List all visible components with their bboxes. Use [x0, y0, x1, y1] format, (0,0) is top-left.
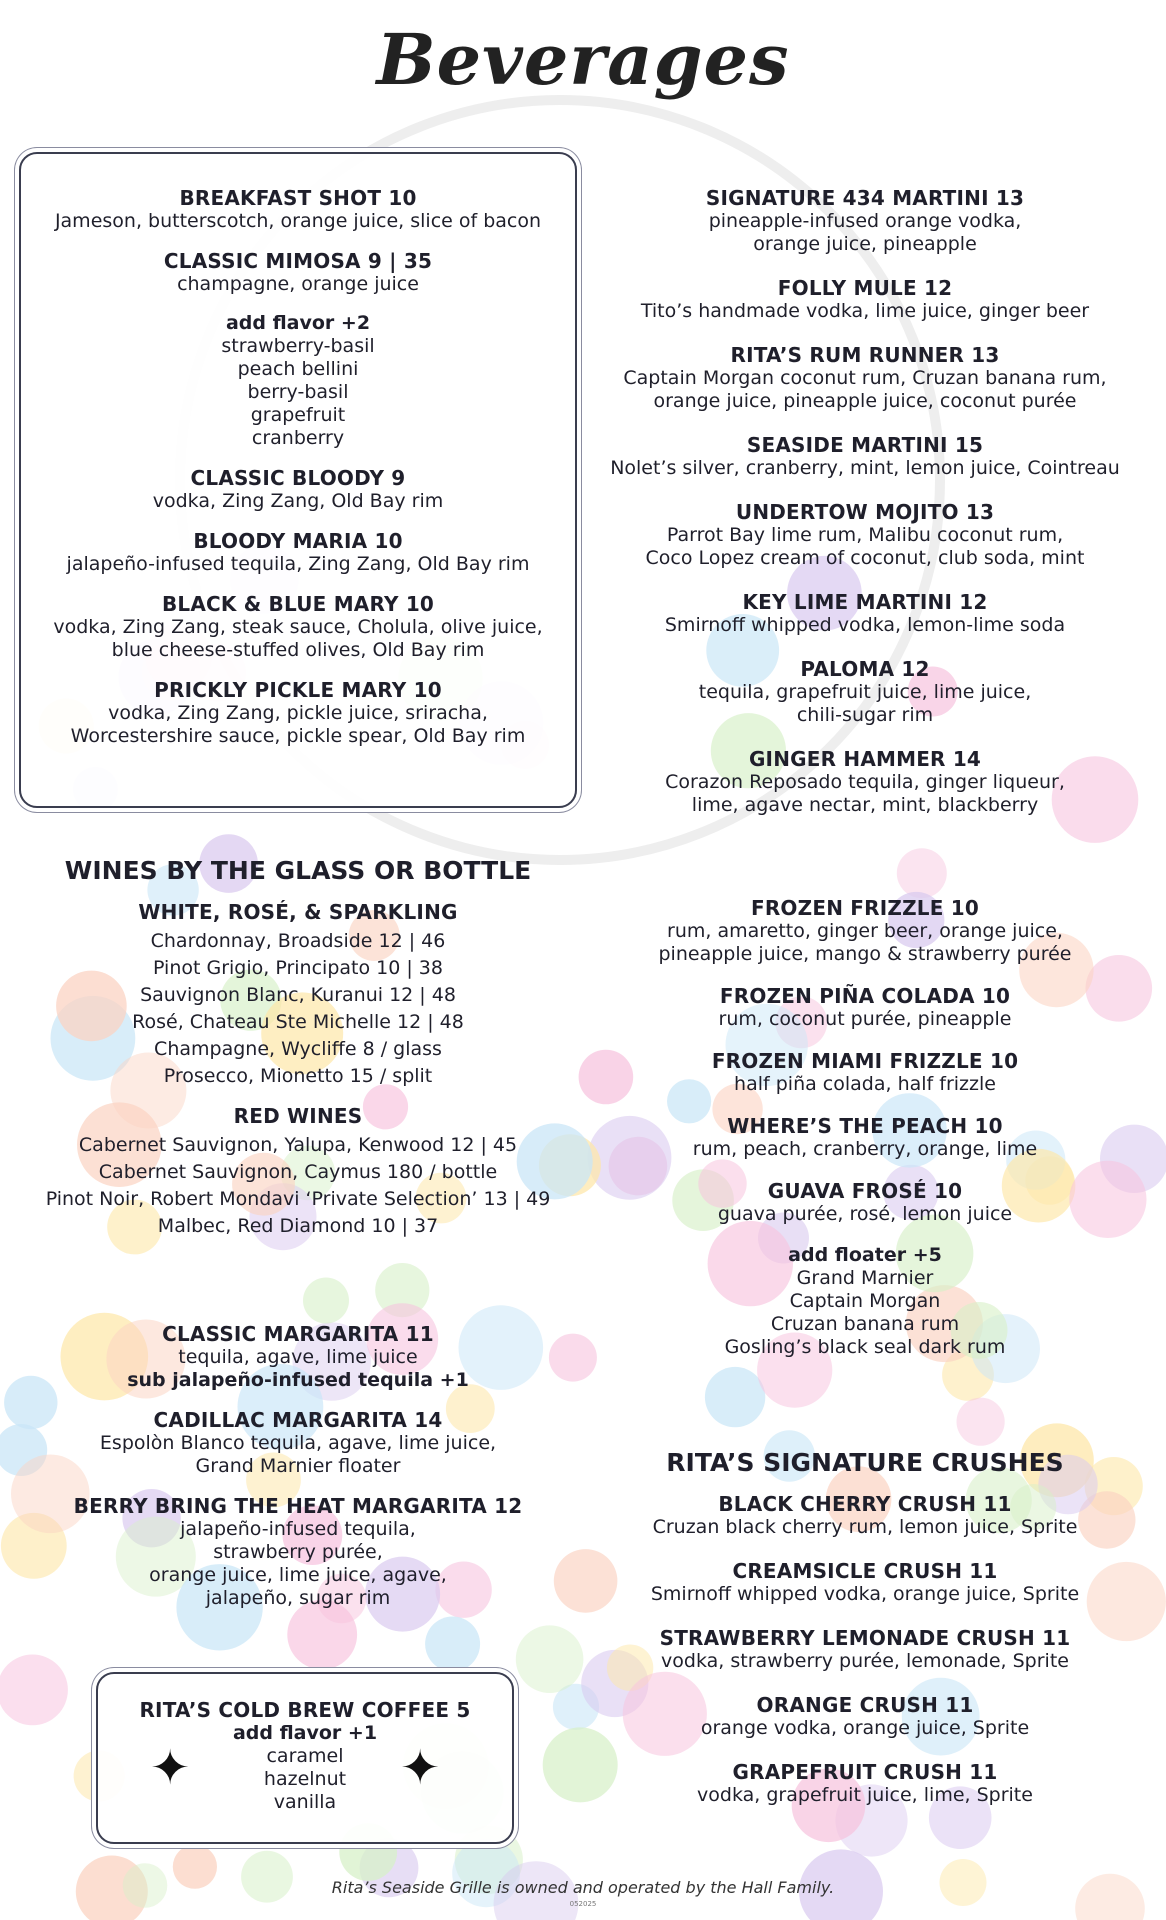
item-description: vodka, Zing Zang, steak sauce, Cholula, olive juice, — [53, 616, 543, 638]
item-description: pineapple juice, mango & strawberry purée — [658, 943, 1072, 965]
item-description: Nolet’s silver, cranberry, mint, lemon juice, Cointreau — [610, 457, 1120, 479]
item-name: KEY LIME MARTINI 12 — [742, 590, 988, 614]
wines-heading: WINES BY THE GLASS OR BOTTLE — [64, 856, 532, 885]
item-name: PALOMA 12 — [800, 657, 930, 681]
item-description: Captain Morgan coconut rum, Cruzan banana rum, — [623, 367, 1107, 389]
item-description: Corazon Reposado tequila, ginger liqueur, — [665, 771, 1065, 793]
menu-item — [20, 1408, 576, 1478]
confetti-dot — [0, 1655, 68, 1726]
menu-item — [21, 312, 575, 450]
confetti-dot — [897, 848, 947, 898]
item-description: vodka, grapefruit juice, lime, Sprite — [697, 1784, 1033, 1806]
menu-item — [600, 1244, 1130, 1359]
item-description: peach bellini — [237, 358, 359, 380]
margarita-list — [20, 1322, 576, 1626]
menu-item — [600, 276, 1130, 323]
item-description: Captain Morgan — [789, 1290, 941, 1312]
confetti-dot — [303, 1278, 349, 1324]
item-description: tequila, agave, lime juice — [178, 1346, 418, 1368]
coffee-flavor: hazelnut — [263, 1768, 347, 1790]
menu-item — [21, 678, 575, 748]
coffee-flavor: vanilla — [273, 1791, 337, 1813]
item-name: UNDERTOW MOJITO 13 — [735, 500, 995, 524]
item-description: orange juice, pineapple juice, coconut purée — [653, 390, 1077, 412]
item-description: Gosling’s black seal dark rum — [724, 1336, 1006, 1358]
menu-item — [600, 1179, 1130, 1226]
item-name: FROZEN MIAMI FRIZZLE 10 — [711, 1049, 1019, 1073]
cold-brew-box — [96, 1672, 514, 1844]
cold-brew-sub: add flavor +1 — [232, 1722, 378, 1744]
cocktail-list — [600, 186, 1130, 837]
item-description: Espolòn Blanco tequila, agave, lime juice, — [99, 1432, 497, 1454]
item-name: ORANGE CRUSH 11 — [756, 1693, 974, 1717]
item-description: vodka, strawberry purée, lemonade, Sprite — [661, 1650, 1069, 1672]
wines-section — [20, 856, 576, 1240]
menu-item — [600, 984, 1130, 1031]
wine-entry: Champagne, Wycliffe 8 / glass — [154, 1038, 442, 1060]
wine-entry: Cabernet Sauvignon, Caymus 180 / bottle — [98, 1161, 498, 1183]
menu-item — [600, 1626, 1130, 1673]
item-name: CREAMSICLE CRUSH 11 — [732, 1559, 998, 1583]
item-description: half piña colada, half frizzle — [734, 1073, 996, 1095]
item-description: grapefruit — [250, 404, 346, 426]
item-name: BREAKFAST SHOT 10 — [179, 186, 417, 210]
item-description: vodka, Zing Zang, Old Bay rim — [152, 490, 444, 512]
item-description: cranberry — [251, 427, 345, 449]
item-description: tequila, grapefruit juice, lime juice, — [698, 681, 1032, 703]
item-description: strawberry purée, — [213, 1541, 383, 1563]
menu-item — [600, 1559, 1130, 1606]
confetti-dot — [957, 1398, 1005, 1446]
item-name: BLOODY MARIA 10 — [193, 529, 403, 553]
menu-item — [20, 1494, 576, 1610]
item-substitution: sub jalapeño-infused tequila +1 — [127, 1369, 469, 1391]
add-on-label: add flavor +2 — [225, 312, 371, 334]
crushes-section — [600, 1448, 1130, 1827]
item-description: chili-sugar rim — [796, 704, 934, 726]
item-name: GRAPEFRUIT CRUSH 11 — [732, 1760, 998, 1784]
menu-item — [600, 1049, 1130, 1096]
item-name: CADILLAC MARGARITA 14 — [153, 1408, 443, 1432]
item-description: Jameson, butterscotch, orange juice, slice of bacon — [54, 210, 542, 232]
item-description: pineapple-infused orange vodka, — [708, 210, 1022, 232]
frozen-list — [600, 896, 1130, 1377]
page-title: Beverages — [376, 18, 790, 101]
item-description: rum, coconut purée, pineapple — [718, 1008, 1012, 1030]
item-description: Grand Marnier floater — [195, 1455, 401, 1477]
menu-item — [21, 466, 575, 513]
item-name: WHERE’S THE PEACH 10 — [727, 1114, 1003, 1138]
sparkle-icon: ✦ — [400, 1740, 441, 1796]
menu-item — [600, 1693, 1130, 1740]
item-name: FOLLY MULE 12 — [777, 276, 953, 300]
item-name: RITA’S RUM RUNNER 13 — [730, 343, 1000, 367]
item-description: champagne, orange juice — [177, 273, 419, 295]
item-description: vodka, Zing Zang, pickle juice, sriracha, — [108, 702, 488, 724]
white-wines-heading: WHITE, ROSÉ, & SPARKLING — [138, 900, 458, 924]
footer-note: Rita’s Seaside Grille is owned and operated by the Hall Family. — [331, 1878, 835, 1897]
coffee-flavor: caramel — [266, 1745, 344, 1767]
item-description: orange juice, pineapple — [753, 233, 977, 255]
red-wines-heading: RED WINES — [233, 1104, 363, 1128]
wine-entry: Malbec, Red Diamond 10 | 37 — [157, 1215, 439, 1237]
item-description: jalapeño-infused tequila, Zing Zang, Old Bay rim — [66, 553, 530, 575]
item-description: Smirnoff whipped vodka, orange juice, Sprite — [650, 1583, 1080, 1605]
menu-item — [600, 433, 1130, 480]
item-description: guava purée, rosé, lemon juice — [717, 1203, 1013, 1225]
item-name: BERRY BRING THE HEAT MARGARITA 12 — [73, 1494, 523, 1518]
item-description: Smirnoff whipped vodka, lemon-lime soda — [664, 614, 1066, 636]
wine-entry: Pinot Noir, Robert Mondavi ‘Private Selection’ 13 | 49 — [45, 1188, 551, 1210]
item-description: blue cheese-stuffed olives, Old Bay rim — [111, 639, 485, 661]
item-description: rum, peach, cranberry, orange, lime — [692, 1138, 1038, 1160]
item-name: PRICKLY PICKLE MARY 10 — [154, 678, 442, 702]
item-description: berry-basil — [247, 381, 349, 403]
wine-entry: Pinot Grigio, Principato 10 | 38 — [153, 957, 443, 979]
menu-item — [600, 657, 1130, 727]
brunch-box — [19, 152, 577, 808]
menu-item — [600, 896, 1130, 966]
item-description: Grand Marnier — [796, 1267, 934, 1289]
footer-code: 052025 — [569, 1900, 597, 1908]
menu-item — [600, 747, 1130, 817]
item-name: BLACK CHERRY CRUSH 11 — [718, 1492, 1012, 1516]
menu-item — [21, 529, 575, 576]
menu-item — [20, 1322, 576, 1392]
wine-entry: Chardonnay, Broadside 12 | 46 — [150, 930, 446, 952]
item-description: jalapeño, sugar rim — [205, 1587, 391, 1609]
item-name: GUAVA FROSÉ 10 — [767, 1179, 963, 1203]
menu-item — [600, 1760, 1130, 1807]
wine-entry: Rosé, Chateau Ste Michelle 12 | 48 — [132, 1011, 464, 1033]
menu-item — [600, 186, 1130, 256]
item-name: SIGNATURE 434 MARTINI 13 — [705, 186, 1025, 210]
item-name: CLASSIC MARGARITA 11 — [162, 1322, 434, 1346]
crush-list — [600, 1492, 1130, 1807]
menu-item — [21, 592, 575, 662]
item-name: CLASSIC BLOODY 9 — [190, 466, 406, 490]
menu-item — [600, 1492, 1130, 1539]
item-name: FROZEN PIÑA COLADA 10 — [719, 984, 1011, 1008]
menu-item — [21, 186, 575, 233]
sparkle-icon: ✦ — [150, 1740, 191, 1796]
item-description: strawberry-basil — [221, 335, 375, 357]
wine-entry: Prosecco, Mionetto 15 / split — [163, 1065, 433, 1087]
item-name: STRAWBERRY LEMONADE CRUSH 11 — [659, 1626, 1071, 1650]
brunch-list — [21, 186, 575, 748]
item-name: CLASSIC MIMOSA 9 | 35 — [163, 249, 433, 273]
menu-item — [600, 343, 1130, 413]
item-name: SEASIDE MARTINI 15 — [746, 433, 984, 457]
crushes-heading: RITA’S SIGNATURE CRUSHES — [666, 1448, 1064, 1477]
item-description: Parrot Bay lime rum, Malibu coconut rum, — [666, 524, 1064, 546]
cold-brew-name: RITA’S COLD BREW COFFEE 5 — [139, 1698, 471, 1722]
item-description: jalapeño-infused tequila, — [180, 1518, 416, 1540]
menu-item — [600, 1114, 1130, 1161]
white-wine-list — [20, 928, 576, 1090]
item-description: orange vodka, orange juice, Sprite — [700, 1717, 1030, 1739]
wine-entry: Cabernet Sauvignon, Yalupa, Kenwood 12 | 45 — [78, 1134, 518, 1156]
item-name: FROZEN FRIZZLE 10 — [750, 896, 980, 920]
menu-item — [600, 500, 1130, 570]
item-description: Cruzan black cherry rum, lemon juice, Sprite — [652, 1516, 1078, 1538]
item-description: Tito’s handmade vodka, lime juice, ginger beer — [640, 300, 1090, 322]
item-description: lime, agave nectar, mint, blackberry — [691, 794, 1039, 816]
menu-item — [21, 249, 575, 296]
confetti-dot — [516, 1625, 584, 1693]
item-name: GINGER HAMMER 14 — [748, 747, 982, 771]
add-on-label: add floater +5 — [788, 1244, 942, 1266]
item-description: Worcestershire sauce, pickle spear, Old Bay rim — [70, 725, 526, 747]
item-description: Coco Lopez cream of coconut, club soda, mint — [645, 547, 1085, 569]
red-wine-list — [20, 1132, 576, 1240]
item-description: rum, amaretto, ginger beer, orange juice, — [667, 920, 1063, 942]
item-name: BLACK & BLUE MARY 10 — [161, 592, 435, 616]
wine-entry: Sauvignon Blanc, Kuranui 12 | 48 — [140, 984, 456, 1006]
item-description: Cruzan banana rum — [770, 1313, 960, 1335]
menu-item — [600, 590, 1130, 637]
item-description: orange juice, lime juice, agave, — [149, 1564, 447, 1586]
